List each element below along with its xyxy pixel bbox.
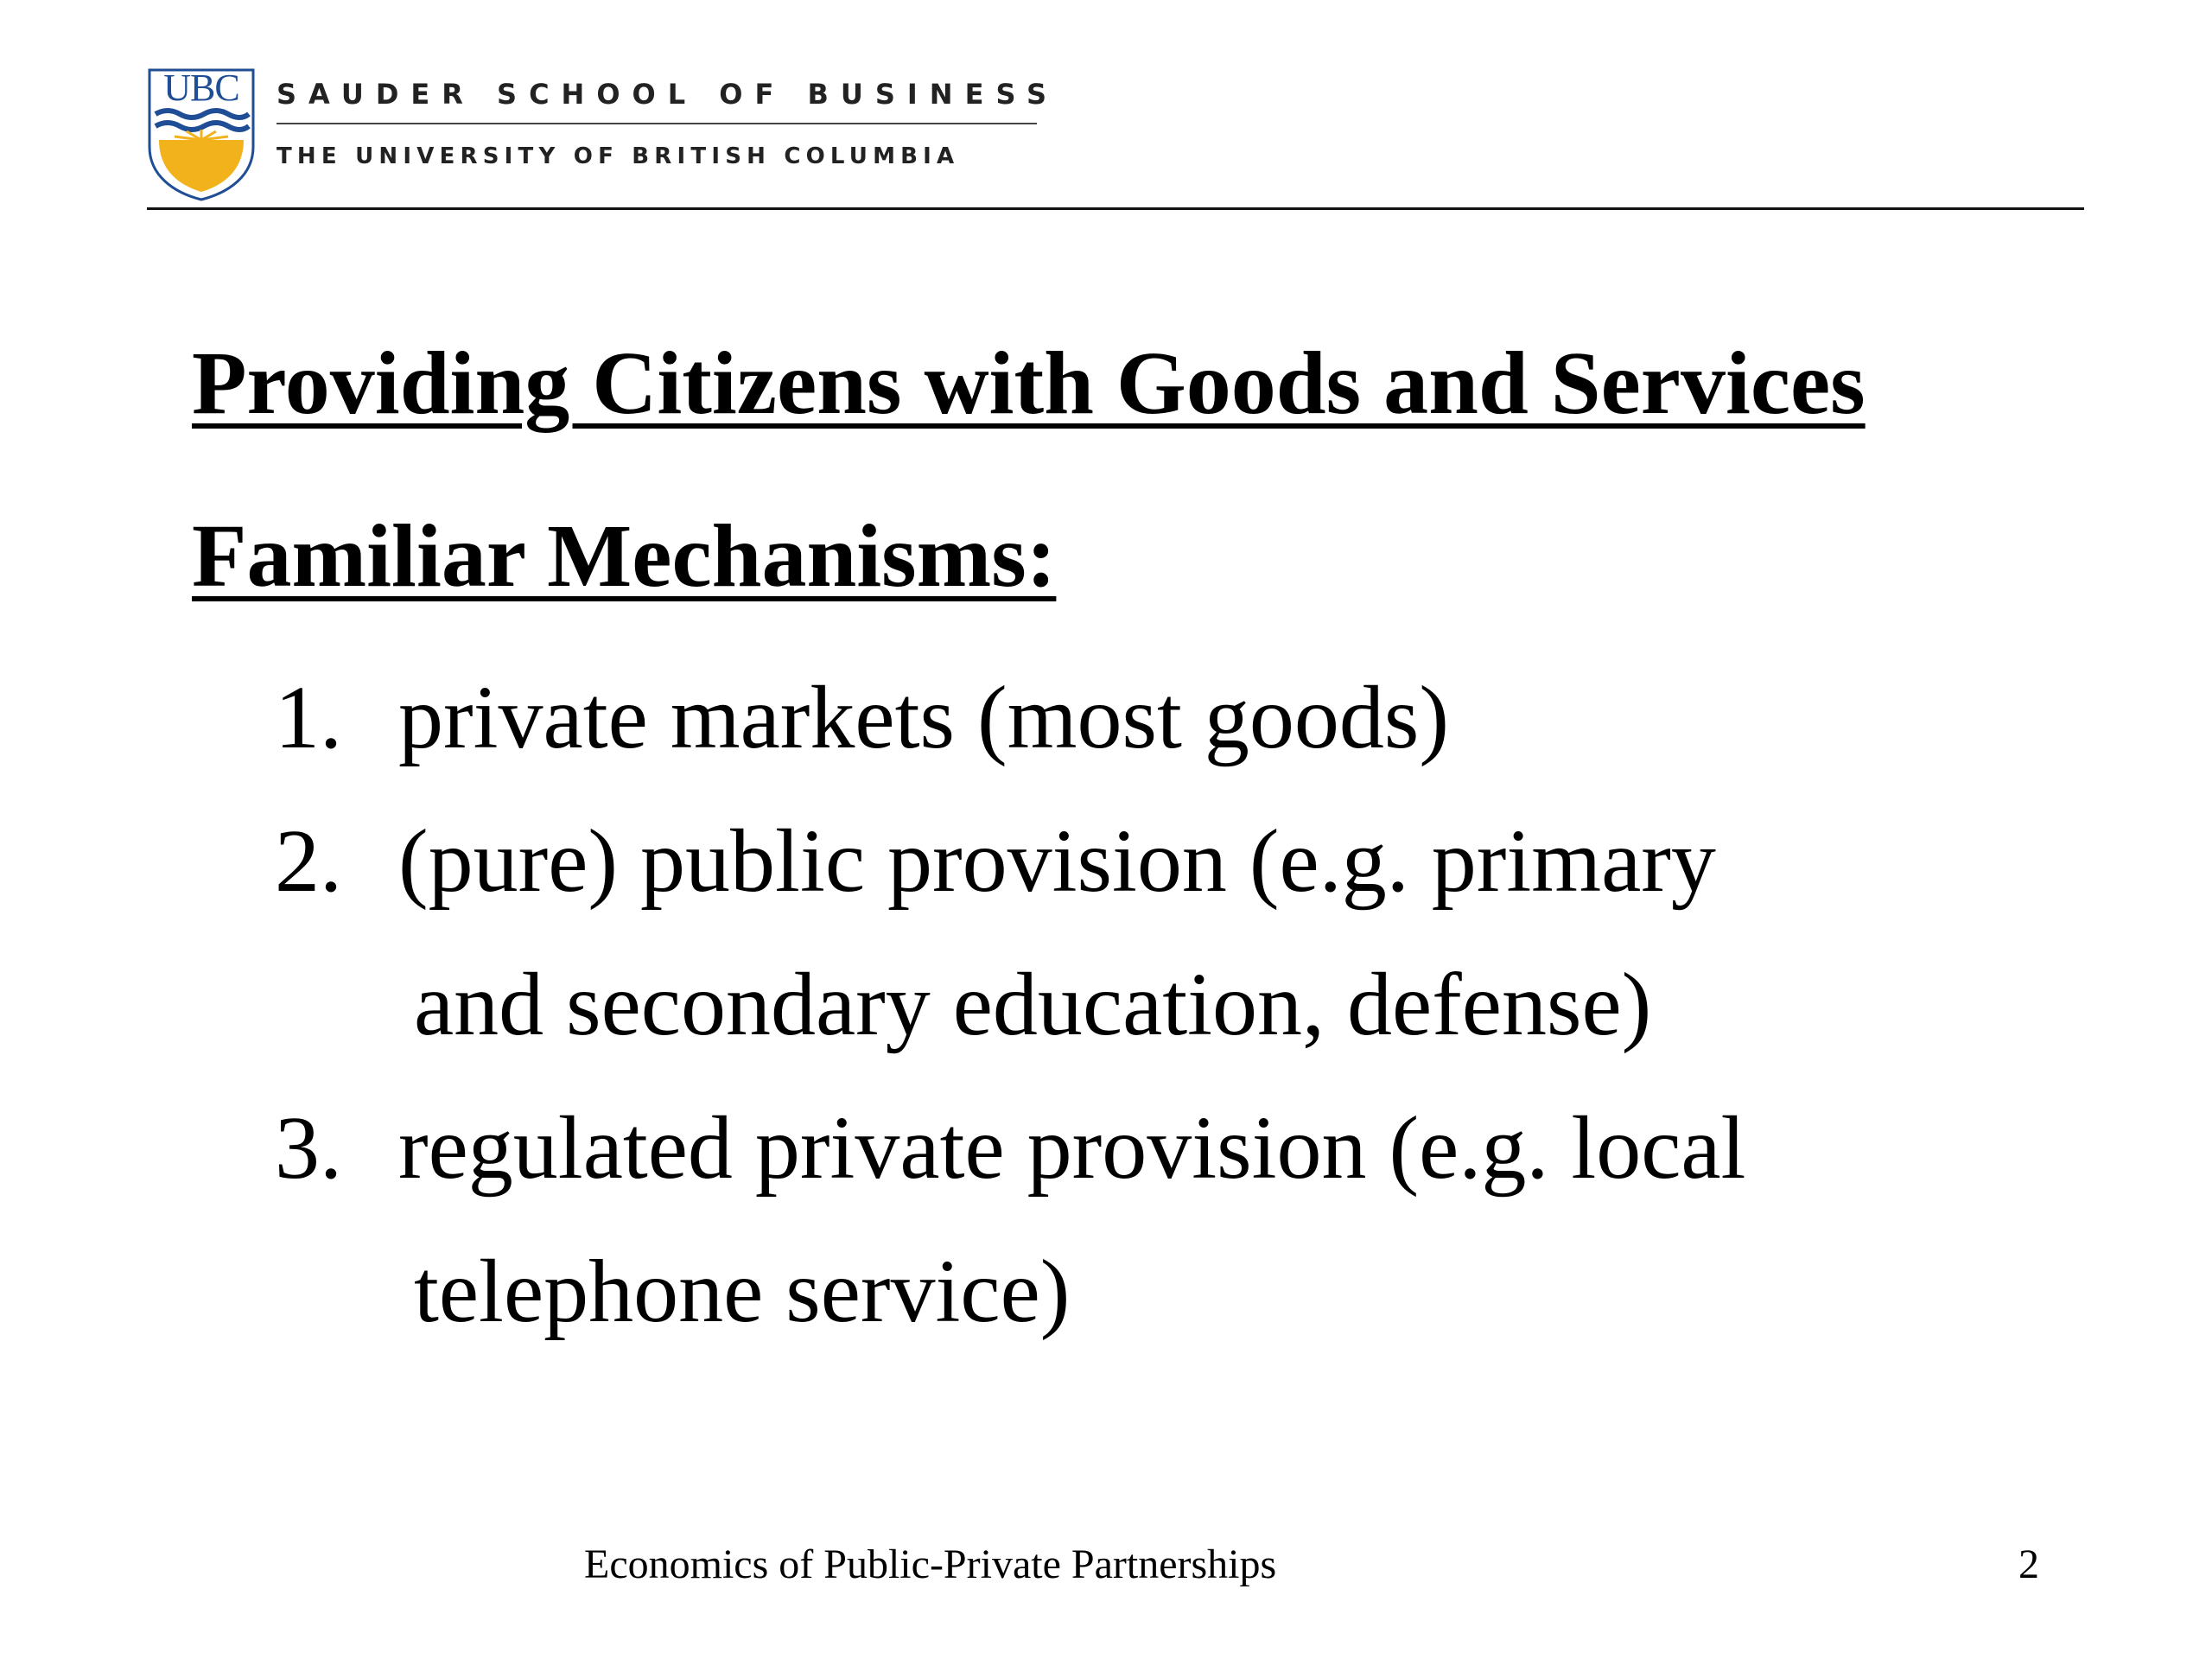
footer-title: Economics of Public-Private Partnerships [584,1541,1277,1587]
page-number: 2 [2018,1541,2039,1587]
list-item [275,646,2089,790]
slide-title: Providing Citizens with Goods and Services [192,334,1866,433]
list-item-text: private markets (most goods) [398,668,1449,767]
header-divider [276,123,1037,124]
section-heading: Familiar Mechanisms: [192,506,1057,606]
ubc-crest-logo [147,67,256,201]
school-name: SAUDER SCHOOL OF BUSINESS [276,78,1059,111]
top-rule-divider [147,207,2084,210]
list-item-number: 2. [275,811,342,911]
list-item-text-continued: and secondary education, defense) [414,955,1652,1054]
list-item-text: regulated private provision (e.g. local [398,1098,1746,1198]
list-item-number: 3. [275,1098,342,1198]
university-name: THE UNIVERSITY OF BRITISH COLUMBIA [276,143,960,169]
list-item-text-continued: telephone service) [414,1242,1071,1341]
list-item-number: 1. [275,668,342,767]
mechanisms-list [275,646,2089,1363]
crest-letters: UBC [163,67,239,109]
header [147,67,1059,201]
list-item [275,790,2089,1077]
list-item [275,1077,2089,1363]
list-item-text: (pure) public provision (e.g. primary [398,811,1716,911]
